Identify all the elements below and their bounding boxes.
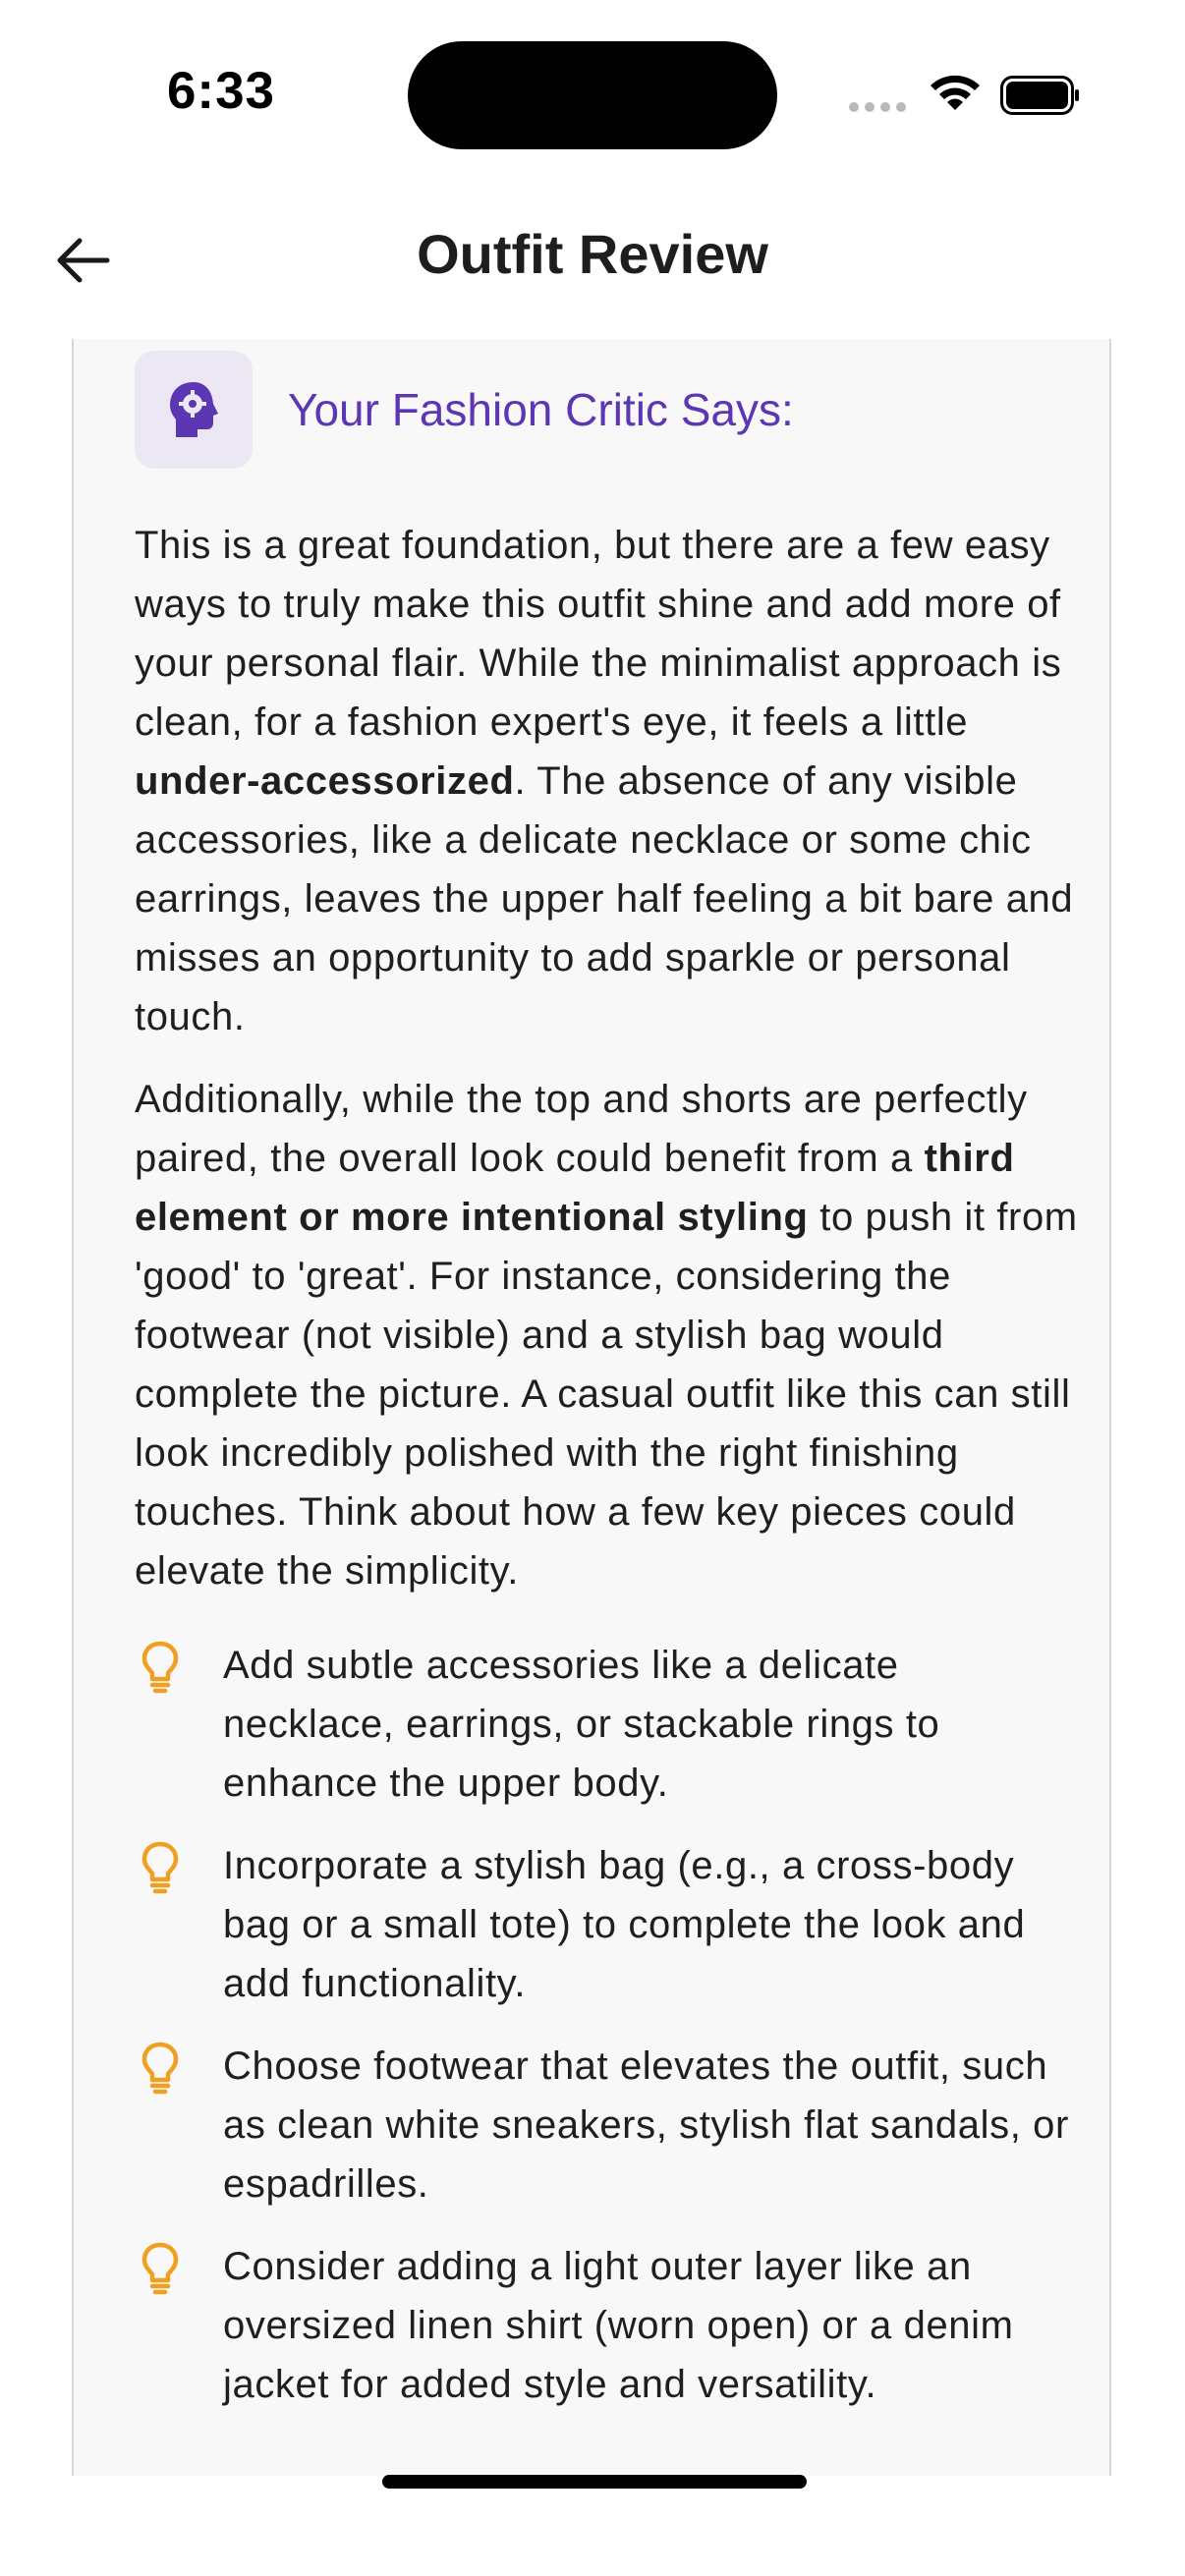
tip-text: Choose footwear that elevates the outfit, such as clean white sneakers, stylish flat sandals, or espadrilles. xyxy=(223,2044,1069,2206)
review-emphasis: third element or more intentional styling xyxy=(135,1137,1015,1239)
critic-avatar xyxy=(135,351,253,469)
dynamic-island xyxy=(408,41,777,149)
review-card xyxy=(72,339,1111,2476)
battery-icon xyxy=(1000,76,1081,115)
wifi-icon xyxy=(928,73,983,114)
review-text: to push it from 'good' to 'great'. For instance, considering the footwear (not visible) and a stylish bag would complete the picture. A casual outfit like this can still look incredibly polished with the right finishing touches. Think about how a few key pieces could elevate the simplicity. xyxy=(135,1196,1078,1593)
review-text: . The absence of any visible accessories, like a delicate necklace or some chic earrings, leaves the upper half feeling a bit bare and misses an opportunity to add sparkle or personal touch. xyxy=(135,759,1074,1038)
tip-item xyxy=(135,1636,1078,1813)
app-header xyxy=(0,187,1185,339)
lightbulb-icon xyxy=(141,1840,180,1895)
page-title: Outfit Review xyxy=(417,223,768,285)
tip-item xyxy=(135,2237,1078,2414)
lightbulb-icon xyxy=(141,2041,180,2096)
review-paragraph xyxy=(135,516,1078,1046)
review-text: Additionally, while the top and shorts are perfectly paired, the overall look could benefit from a xyxy=(135,1078,1028,1180)
review-text: This is a great foundation, but there are a few easy ways to truly make this outfit shine and add more of your personal flair. While the minimalist approach is clean, for a fashion expert's eye, it feels a little xyxy=(135,524,1062,744)
tip-text: Add subtle accessories like a delicate necklace, earrings, or stackable rings to enhance the upper body. xyxy=(223,1644,940,1805)
status-bar xyxy=(0,0,1185,187)
critic-header xyxy=(135,351,794,469)
tip-text: Incorporate a stylish bag (e.g., a cross-body bag or a small tote) to complete the look and add functionality. xyxy=(223,1844,1026,2005)
status-time: 6:33 xyxy=(166,62,276,120)
lightbulb-icon xyxy=(141,2241,180,2296)
head-gear-icon xyxy=(166,380,221,439)
tips-list xyxy=(135,1636,1078,2414)
critic-title: Your Fashion Critic Says: xyxy=(288,384,794,435)
tip-text: Consider adding a light outer layer like an oversized linen shirt (worn open) or a denim jacket for added style and versatility. xyxy=(223,2245,1014,2406)
review-body xyxy=(135,516,1078,2437)
review-emphasis: under-accessorized xyxy=(135,759,515,803)
cellular-signal-icon xyxy=(849,102,906,112)
bottom-safe-area xyxy=(0,2476,1185,2576)
lightbulb-icon xyxy=(141,1640,180,1695)
home-indicator[interactable] xyxy=(382,2475,807,2489)
review-paragraph xyxy=(135,1070,1078,1600)
tip-item xyxy=(135,2037,1078,2213)
tip-item xyxy=(135,1836,1078,2013)
